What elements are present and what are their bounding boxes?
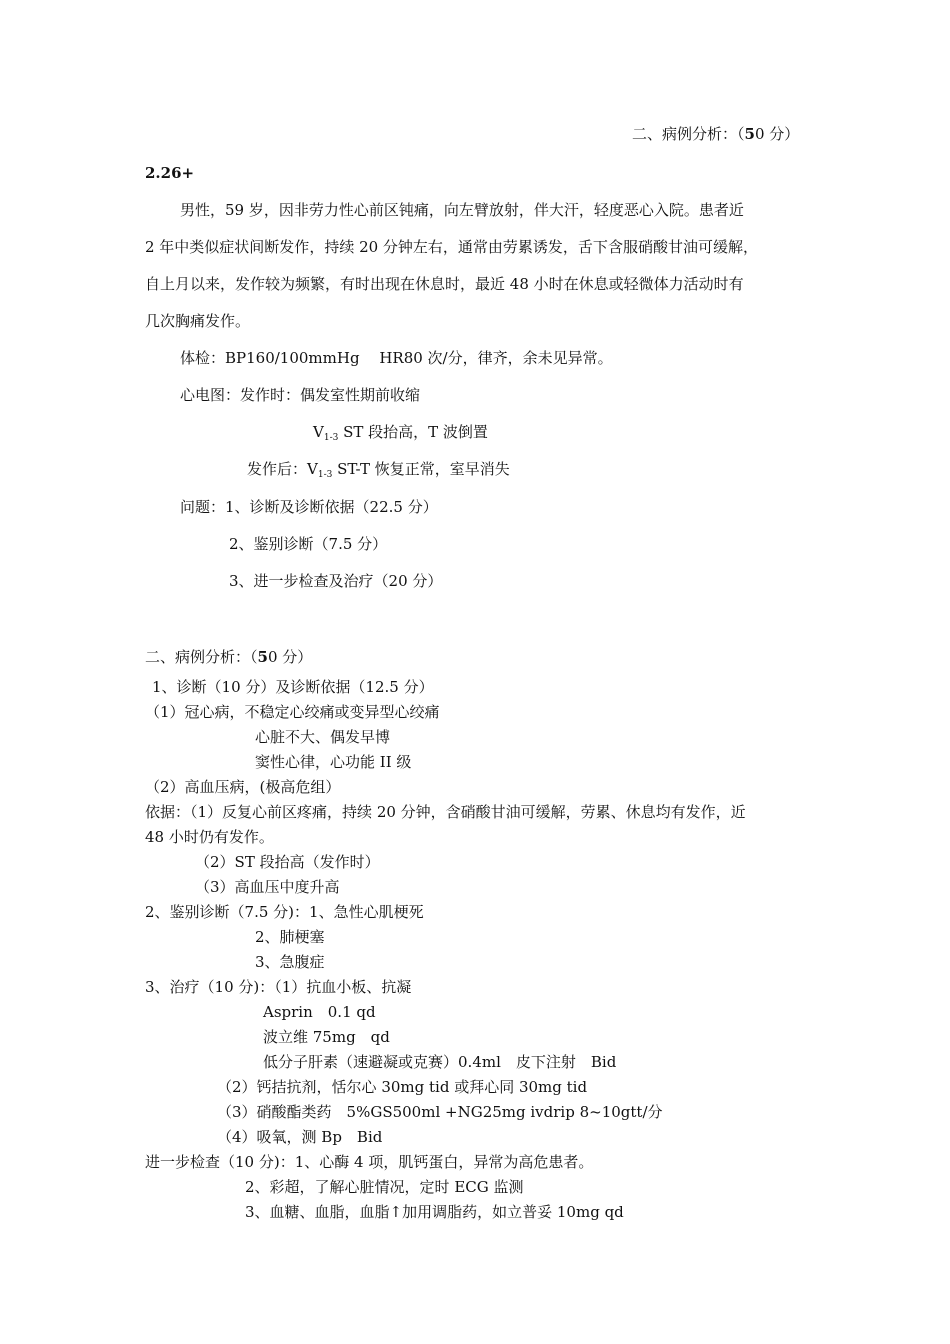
section-heading: 二、病例分析：（50 分） xyxy=(632,125,800,143)
physical-exam: 体检：BP160/100mmHg HR80 次/分，律齐，余未见异常。 xyxy=(180,349,613,367)
answer-heading: 二、病例分析：（50 分） xyxy=(145,648,313,666)
answer-line: 心脏不大、偶发早博 xyxy=(255,728,391,746)
case-number: 2.26+ xyxy=(145,164,195,182)
answer-line: 3、治疗（10 分)：（1）抗血小板、抗凝 xyxy=(145,978,412,996)
answer-line: 2、彩超，了解心脏情况，定时 ECG 监测 xyxy=(245,1178,524,1196)
answer-line: 2、肺梗塞 xyxy=(255,928,325,946)
answer-line: （3）高血压中度升高 xyxy=(195,878,340,896)
answer-line: 进一步检查（10 分)：1、心酶 4 项，肌钙蛋白，异常为高危患者。 xyxy=(145,1153,594,1171)
answer-line: （2）ST 段抬高（发作时） xyxy=(195,853,380,871)
answer-line: 依据：（1）反复心前区疼痛，持续 20 分钟，含硝酸甘油可缓解，劳累、休息均有发作，近 xyxy=(145,803,746,821)
case-paragraph-line-1: 男性，59 岁，因非劳力性心前区钝痛，向左臂放射，伴大汗，轻度恶心入院。患者近 xyxy=(180,201,744,219)
answer-line: （1）冠心病，不稳定心绞痛或变异型心绞痛 xyxy=(145,703,440,721)
answer-line: （2）钙拮抗剂，恬尔心 30mg tid 或拜心同 30mg tid xyxy=(217,1078,588,1096)
answer-line: 3、急腹症 xyxy=(255,953,325,971)
answer-line: 1、诊断（10 分）及诊断依据（12.5 分） xyxy=(152,678,434,696)
question-2: 2、鉴别诊断（7.5 分） xyxy=(229,535,388,553)
answer-line: 窦性心律，心功能 II 级 xyxy=(255,753,412,771)
answer-line: （4）吸氧，测 Bp Bid xyxy=(217,1128,383,1146)
ecg-after: 发作后：$V_{1-3}$ ST-T 恢复正常，室早消失 xyxy=(247,460,510,480)
question-3: 3、进一步检查及治疗（20 分） xyxy=(229,572,443,590)
answer-line: 低分子肝素（速避凝或克赛）0.4ml 皮下注射 Bid xyxy=(263,1053,617,1071)
answer-line: 2、鉴别诊断（7.5 分)：1、急性心肌梗死 xyxy=(145,903,424,921)
answer-line: 48 小时仍有发作。 xyxy=(145,828,274,846)
answer-line: 3、血糖、血脂，血脂↑加用调脂药，如立普妥 10mg qd xyxy=(245,1203,624,1221)
ecg-during: $V_{1-3}$ ST 段抬高，T 波倒置 xyxy=(313,423,488,443)
case-paragraph-line-3: 自上月以来，发作较为频繁，有时出现在休息时，最近 48 小时在休息或轻微体力活动时有 xyxy=(145,275,744,293)
ecg-label: 心电图：发作时：偶发室性期前收缩 xyxy=(180,386,421,404)
case-paragraph-line-4: 几次胸痛发作。 xyxy=(145,312,251,330)
case-paragraph-line-2: 2 年中类似症状间断发作，持续 20 分钟左右，通常由劳累诱发，舌下含服硝酸甘油可缓解， xyxy=(145,238,758,256)
answer-line: 波立维 75mg qd xyxy=(263,1028,390,1046)
answer-line: （2）高血压病，(极高危组） xyxy=(145,778,341,796)
question-1: 问题：1、诊断及诊断依据（22.5 分） xyxy=(180,498,438,516)
answer-line: Asprin 0.1 qd xyxy=(263,1003,376,1021)
answer-line: （3）硝酸酯类药 5%GS500ml +NG25mg ivdrip 8~10gtt/分 xyxy=(217,1103,663,1121)
